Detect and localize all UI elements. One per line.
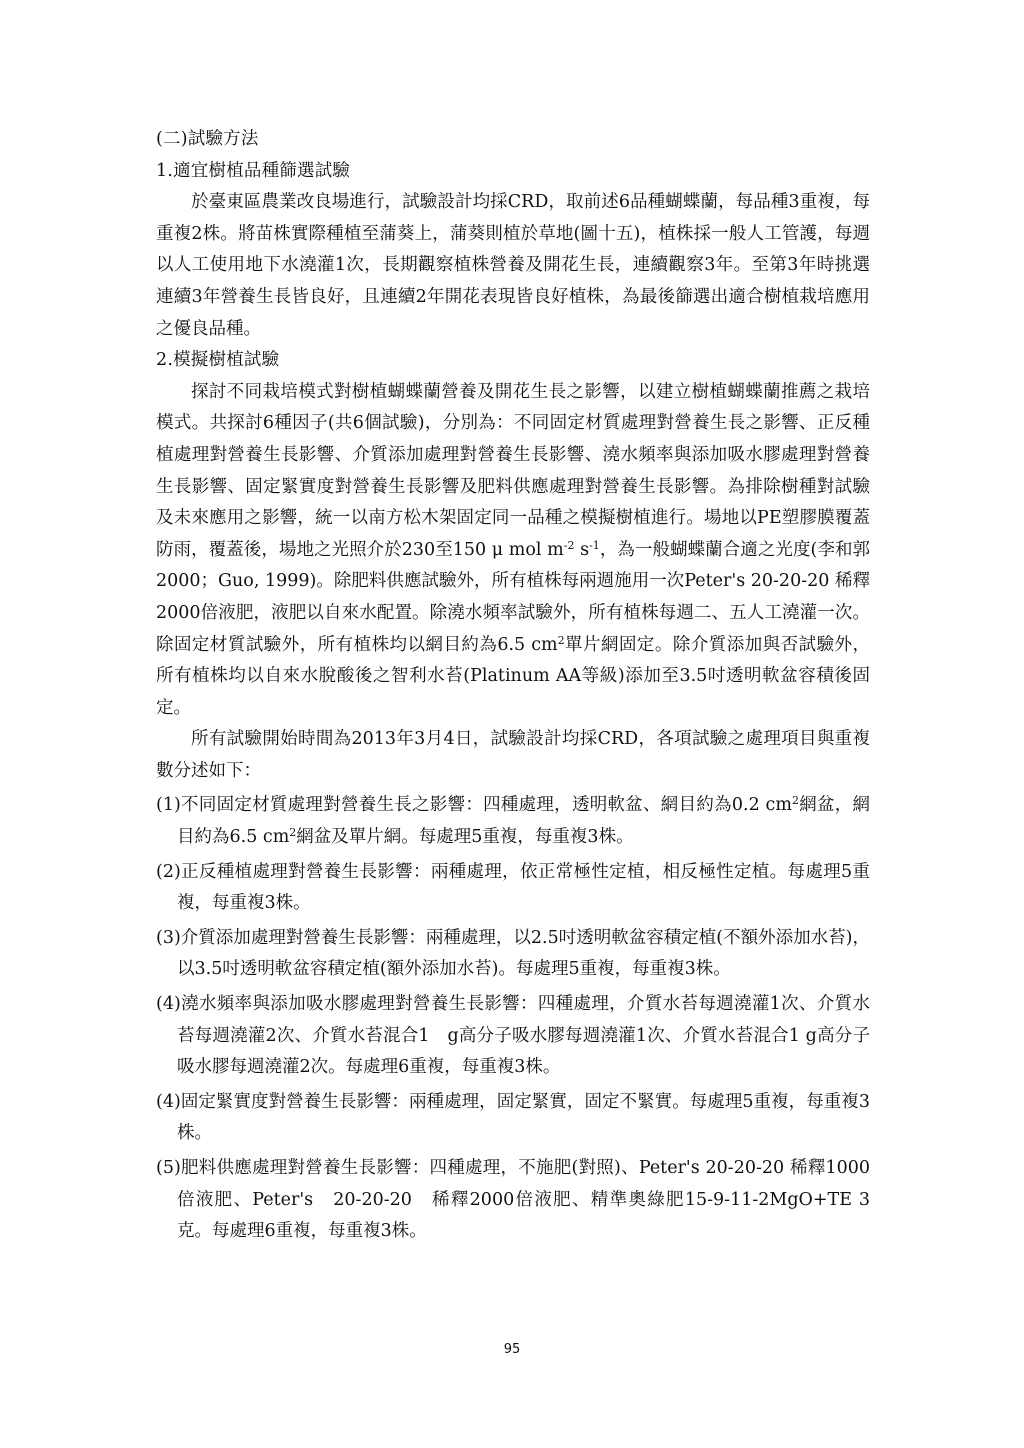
superscript: 2 <box>791 794 799 808</box>
paragraph-text: s <box>574 539 590 560</box>
list-item: (4)澆水頻率與添加吸水膠處理對營養生長影響：四種處理，介質水苔每週澆灌1次、介質水苔每週澆灌2次、介質水苔混合1 g高分子吸水膠每週澆灌1次、介質水苔混合1 g高分子吸水膠每週澆灌2次。每處理6重複，每重複3株。 <box>156 994 870 1078</box>
section-heading: (二)試驗方法 <box>156 129 259 149</box>
list-item: (5)肥料供應處理對營養生長影響：四種處理，不施肥(對照)、Peter's 20-20-20 稀釋1000倍液肥、Peter's 20-20-20 稀釋2000倍液肥、精準奧綠肥15-9-11-2MgO+TE 3克。每處理6重複，每重複3株。 <box>156 1158 870 1242</box>
page-content <box>156 124 888 1248</box>
paragraph-text: ，為一般蝴蝶蘭合適之光度(李和郭 2000；Guo, 1999)。除肥料供應試驗外，所有植株每兩週施用一次Peter's 20-20-20 稀釋2000倍液肥，液肥以自來水配置。除澆水頻率試驗外，所有植株每週二、五人工澆灌一次。除固定材質試驗外，所有植株均以網目約為6.5 cm <box>156 539 888 655</box>
superscript: -1 <box>589 538 600 552</box>
paragraph-experiment-start: 所有試驗開始時間為2013年3月4日，試驗設計均採CRD，各項試驗之處理項目與重複數分述如下： <box>156 729 870 781</box>
list-item-text: (1)不同固定材質處理對營養生長之影響：四種處理，透明軟盆、網目約為0.2 cm <box>156 795 792 816</box>
paragraph-text: 探討不同栽培模式對樹植蝴蝶蘭營養及開花生長之影響，以建立樹植蝴蝶蘭推薦之栽培模式。共探討6種因子(共6個試驗)，分別為：不同固定材質處理對營養生長之影響、正反種植處理對營養生長影響、介質添加處理對營養生長影響、澆水頻率與添加吸水膠處理對營養生長影響、固定緊實度對營養生長影響及肥料供應處理對營養生長影響。為排除樹種對試驗及未來應用之影響，統一以南方松木架固定同一品種之模擬樹植進行。場地以PE塑膠膜覆蓋防雨，覆蓋後，場地之光照介於230至150 μ mol m <box>156 381 870 560</box>
page-number: 95 <box>503 1342 521 1357</box>
list-item: (4)固定緊實度對營養生長影響：兩種處理，固定緊實，固定不緊實。每處理5重複，每重複3株。 <box>156 1091 870 1144</box>
list-item-text: 網盆及單片網。每處理5重複，每重複3株。 <box>296 827 634 848</box>
subheading-tree-variety-screening: 1.適宜樹植品種篩選試驗 <box>156 160 351 181</box>
paragraph-variety-screening: 於臺東區農業改良場進行，試驗設計均採CRD，取前述6品種蝴蝶蘭，每品種3重複，每重複2株。將苗株實際種植至蒲葵上，蒲葵則植於草地(圖十五)，植株採一般人工管護，每週以人工使用地下水澆灌1次，長期觀察植株營養及開花生長，連續觀察3年。至第3年時挑選連續3年營養生長皆良好，且連續2年開花表現皆良好植株，為最後篩選出適合樹植栽培應用之優良品種。 <box>156 192 870 339</box>
list-item: (2)正反種植處理對營養生長影響：兩種處理，依正常極性定植，相反極性定植。每處理5重複，每重複3株。 <box>156 861 870 914</box>
paragraph-text: 單片網固定。除介質添加與否試驗外，所有植株均以自來水脫酸後之智利水苔(Platinum AA等級)添加至3.5吋透明軟盆容積後固定。 <box>156 634 870 718</box>
superscript: 2 <box>289 826 297 840</box>
paragraph-simulated-tree-planting <box>156 377 888 725</box>
subheading-simulated-tree-planting: 2.模擬樹植試驗 <box>156 350 280 371</box>
list-item <box>156 790 870 853</box>
list-item-text: 網盆，網目約為6.5 cm <box>177 795 871 848</box>
list-item: (3)介質添加處理對營養生長影響：兩種處理，以2.5吋透明軟盆容積定植(不額外添加水苔)，以3.5吋透明軟盆容積定植(額外添加水苔)。每處理5重複，每重複3株。 <box>156 927 870 980</box>
superscript: 2 <box>557 633 565 647</box>
superscript: -2 <box>563 538 575 552</box>
